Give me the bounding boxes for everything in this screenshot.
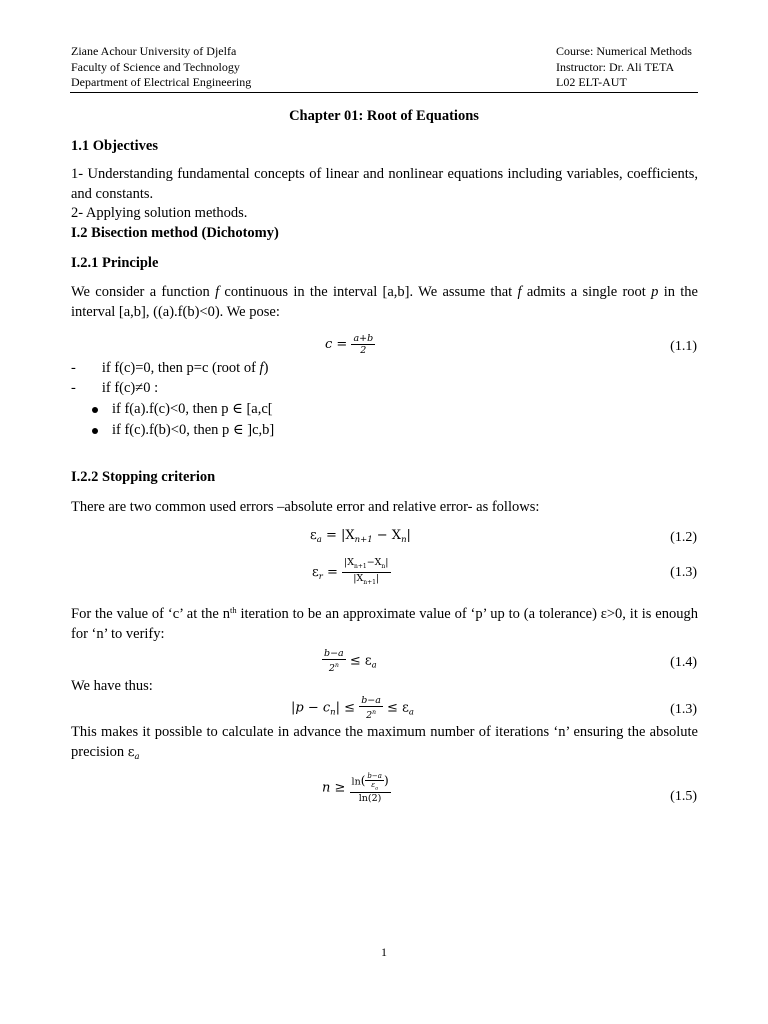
equation-label-1-3a: (1.3) <box>670 565 697 580</box>
objectives-heading: 1.1 Objectives <box>71 138 158 154</box>
equation-label-1-2: (1.2) <box>670 530 697 545</box>
objective-item-1: 1- Understanding fundamental concepts of linear and nonlinear equations including variables, coefficients, and constants. <box>71 166 698 202</box>
header-left <box>71 44 251 91</box>
equation-label-1-3b: (1.3) <box>670 702 697 717</box>
precision-paragraph: This makes it possible to calculate in advance the maximum number of iterations ‘n’ ensuring the absolute precision $\varepsilon_a$ <box>71 724 698 762</box>
objective-item-2: 2- Applying solution methods. <box>71 205 248 221</box>
equation-label-1-4: (1.4) <box>670 655 697 670</box>
bullet-icon <box>92 407 98 413</box>
equation-1-5: n ≥ ln( $\frac{b-a}{\varepsilon_a}$ ) ln(2) <box>322 772 389 805</box>
subcase-2: if f(c).f(b)<0, then p ∈ ]c,b] <box>92 421 274 441</box>
header-class: L02 ELT-AUT <box>556 75 627 89</box>
equation-1-4: $\frac{b-a}{2^n}$ ≤ $\varepsilon_a$ <box>324 648 377 675</box>
stopping-heading: I.2.2 Stopping criterion <box>71 469 216 485</box>
header-divider <box>70 92 698 93</box>
header-department: Department of Electrical Engineering <box>71 75 252 89</box>
tolerance-paragraph: For the value of ‘c’ at the $n^{th}$ iteration to be an approximate value of ‘p’ up to (a tolerance) ε>0, it is enough for ‘n’ to verify: <box>71 605 698 642</box>
equation-label-1-5: (1.5) <box>670 789 697 804</box>
subcase-1: if f(a).f(c)<0, then p ∈ [a,c[ <box>92 400 273 420</box>
have-thus: We have thus: <box>71 678 153 694</box>
bisection-heading: I.2 Bisection method (Dichotomy) <box>71 225 279 241</box>
chapter-title: Chapter 01: Root of Equations <box>289 108 479 124</box>
case-2: - if f(c)≠0 : <box>71 380 159 396</box>
stopping-intro: There are two common used errors –absolute error and relative error- as follows: <box>71 499 540 515</box>
case-1: - if f(c)=0, then p=c (root of f) <box>71 360 269 376</box>
header-course: Course: Numerical Methods <box>556 44 692 58</box>
principle-heading: I.2.1 Principle <box>71 255 159 271</box>
equation-1-1: c = $\frac{a+b}{2}$ <box>325 333 374 356</box>
page-number: 1 <box>381 945 387 959</box>
header-faculty: Faculty of Science and Technology <box>71 59 240 74</box>
principle-paragraph: We consider a function f continuous in the interval [a,b]. We assume that f admits a single root p in the interval [a,b], ((a).f(b)<0). We pose: <box>71 284 698 320</box>
equation-label-1-1: (1.1) <box>670 339 697 354</box>
header-university: Ziane Achour University of Djelfa <box>71 44 237 58</box>
header-right <box>556 44 692 91</box>
equation-1-2: $\varepsilon_a = |X_{n+1} - X_n|$ <box>310 528 411 545</box>
equation-1-3a: $\varepsilon_r$ = $\frac{|X_{n+1}-X_n|}{|X_{n+1}|}$ <box>312 557 389 586</box>
header-instructor: Instructor: Dr. Ali TETA <box>556 59 675 74</box>
bullet-icon <box>92 428 98 434</box>
equation-1-3b: $|p - c_n|$ ≤ $\frac{b-a}{2^n}$ ≤ $\varepsilon_a$ <box>291 695 414 722</box>
